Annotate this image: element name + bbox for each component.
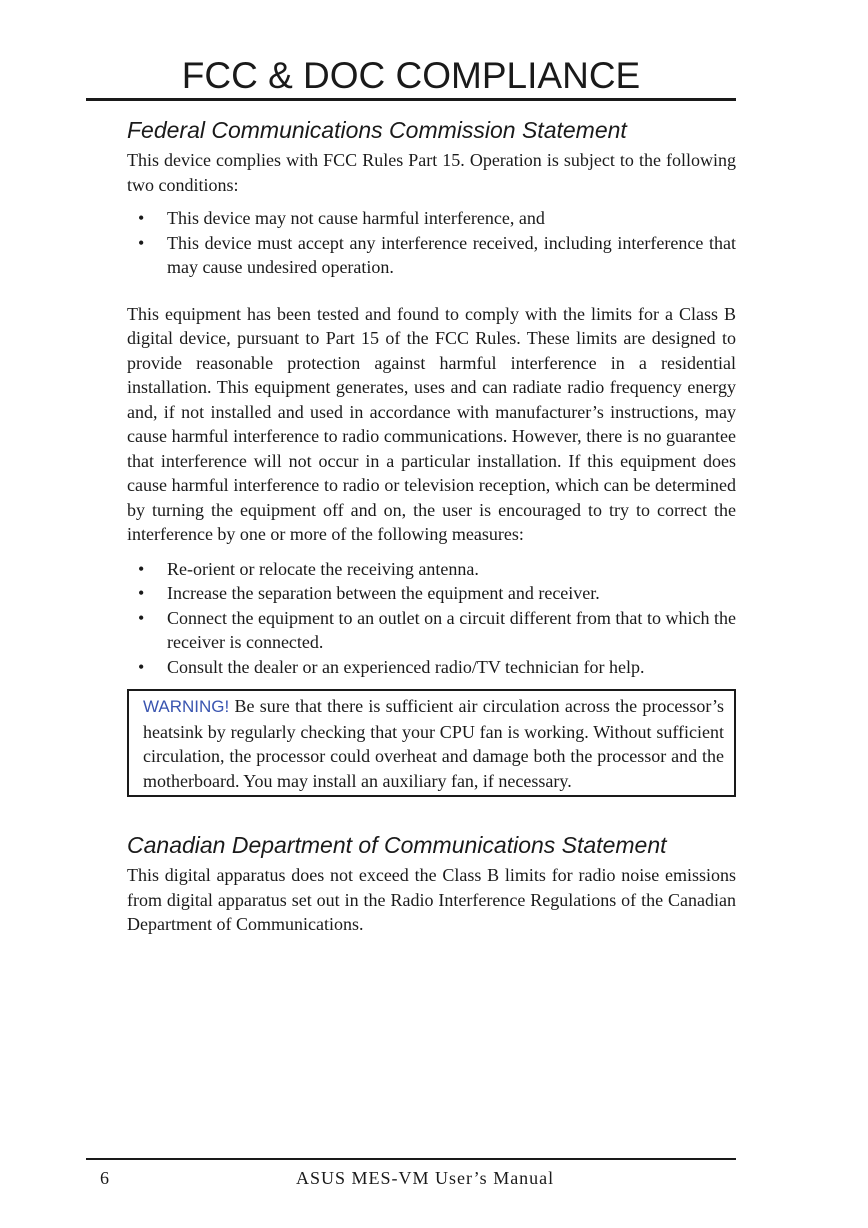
bullet-icon: •: [138, 232, 145, 253]
footer-rule: [86, 1158, 736, 1160]
fcc-intro: This device complies with FCC Rules Part 15. Operation is subject to the following two conditions:: [127, 150, 736, 195]
measure-text: Connect the equipment to an outlet on a circuit different from that to which the receiver is connected.: [167, 607, 736, 652]
fcc-body: This equipment has been tested and found to comply with the limits for a Class B digital device, pursuant to Part 15 of the FCC Rules. These limits are designed to provide reasonable protection against harmful interference in a residential installation. This equipment generates, uses and can radiate radio frequency energy and, if not installed and used in accordance with manufacturer’s instructions, may cause harmful interference to radio communications. However, there is no guarantee that interference will not occur in a particular installation. If this equipment does cause harmful interference to radio or television reception, which can be determined by turning the equipment off and on, the user is encouraged to try to correct the interference by one or more of the following measures:: [127, 303, 736, 544]
condition-text: This device must accept any interference received, including interference that may cause undesired operation.: [167, 232, 736, 277]
page-content: [127, 116, 736, 937]
bullet-icon: •: [138, 583, 145, 603]
bullet-icon: •: [138, 607, 145, 628]
bullet-icon: •: [138, 208, 145, 228]
fcc-heading: Federal Communications Commission Statement: [127, 117, 627, 143]
fcc-conditions-list: [127, 206, 736, 280]
doc-section: [127, 831, 736, 937]
measure-text: Re-orient or relocate the receiving antenna.: [167, 558, 479, 579]
doc-heading: Canadian Department of Communications Statement: [127, 832, 667, 858]
title-rule: [86, 98, 736, 101]
list-item: [127, 655, 736, 680]
doc-body: This digital apparatus does not exceed the Class B limits for radio noise emissions from digital apparatus set out in the Radio Interference Regulations of the Canadian Department of Communications.: [127, 865, 736, 934]
bullet-icon: •: [138, 558, 145, 579]
condition-text: This device may not cause harmful interference, and: [167, 208, 545, 228]
list-item: [127, 557, 736, 582]
warning-box: [127, 689, 736, 797]
warning-label: WARNING!: [143, 697, 230, 716]
bullet-icon: •: [138, 656, 145, 677]
page-number: 6: [100, 1168, 109, 1188]
list-item: [127, 206, 736, 231]
list-item: [127, 231, 736, 280]
manual-title: ASUS MES-VM User’s Manual: [296, 1168, 555, 1188]
page-title: FCC & DOC COMPLIANCE: [181, 55, 641, 96]
measure-text: Increase the separation between the equipment and receiver.: [167, 583, 600, 603]
measure-text: Consult the dealer or an experienced radio/TV technician for help.: [167, 656, 645, 677]
warning-text: Be sure that there is sufficient air circulation across the processor’s heatsink by regularly checking that your CPU fan is working. Without sufficient circulation, the processor could overheat and damage both the processor and the motherboard. You may install an auxiliary fan, if necessary.: [143, 696, 724, 791]
list-item: [127, 581, 736, 606]
fcc-measures-list: [127, 557, 736, 680]
list-item: [127, 606, 736, 655]
